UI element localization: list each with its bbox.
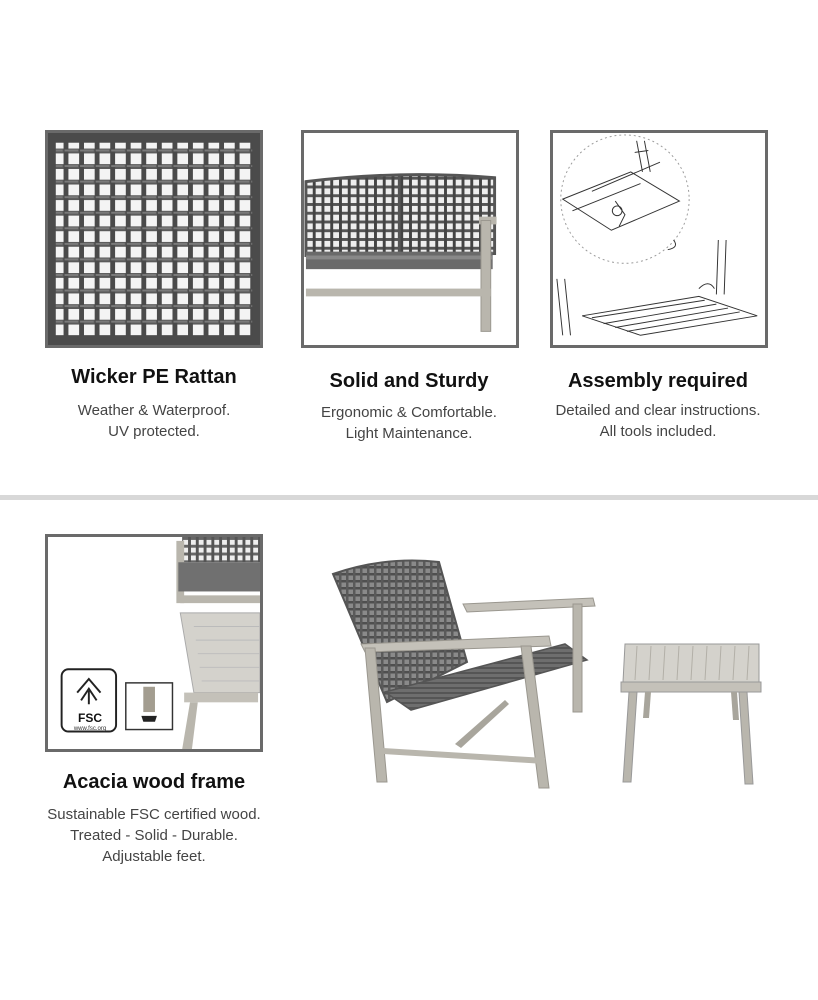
- feature-desc-assembly: [534, 400, 782, 442]
- feature-desc-line: Weather & Waterproof.: [77, 402, 231, 419]
- feature-desc-line: All tools included.: [599, 423, 717, 440]
- loveseat-side-image: [301, 130, 519, 348]
- feature-desc-acacia: [20, 804, 288, 867]
- feature-title-rattan: Wicker PE Rattan: [71, 366, 237, 388]
- feature-title-acacia: Acacia wood frame: [62, 771, 246, 793]
- loveseat-and-table-icon: [325, 552, 765, 792]
- feature-desc-line: UV protected.: [108, 423, 200, 440]
- feature-desc-line: Treated - Solid - Durable.: [70, 827, 238, 844]
- feature-desc-rattan: [30, 400, 278, 442]
- feature-title-assembly: Assembly required: [567, 370, 749, 392]
- assembly-diagram-image: [550, 130, 768, 348]
- acacia-frame-image: [45, 534, 263, 752]
- feature-desc-sturdy: [285, 402, 533, 444]
- section-divider: [0, 495, 818, 500]
- product-photo: [325, 552, 765, 792]
- feature-desc-line: Adjustable feet.: [102, 848, 206, 865]
- feature-desc-line: Light Maintenance.: [345, 425, 473, 442]
- feature-desc-line: Ergonomic & Comfortable.: [321, 404, 497, 421]
- rattan-weave-icon: [48, 133, 260, 345]
- assembly-diagram-icon: [553, 133, 765, 345]
- fsc-badge-url: www.fsc.org: [73, 726, 107, 732]
- rattan-weave-image: [45, 130, 263, 348]
- feature-title-sturdy: Solid and Sturdy: [329, 370, 489, 392]
- fsc-badge-text: FSC: [78, 711, 102, 725]
- feature-desc-line: Detailed and clear instructions.: [555, 402, 761, 419]
- feature-desc-line: Sustainable FSC certified wood.: [47, 806, 261, 823]
- loveseat-icon: [304, 133, 516, 345]
